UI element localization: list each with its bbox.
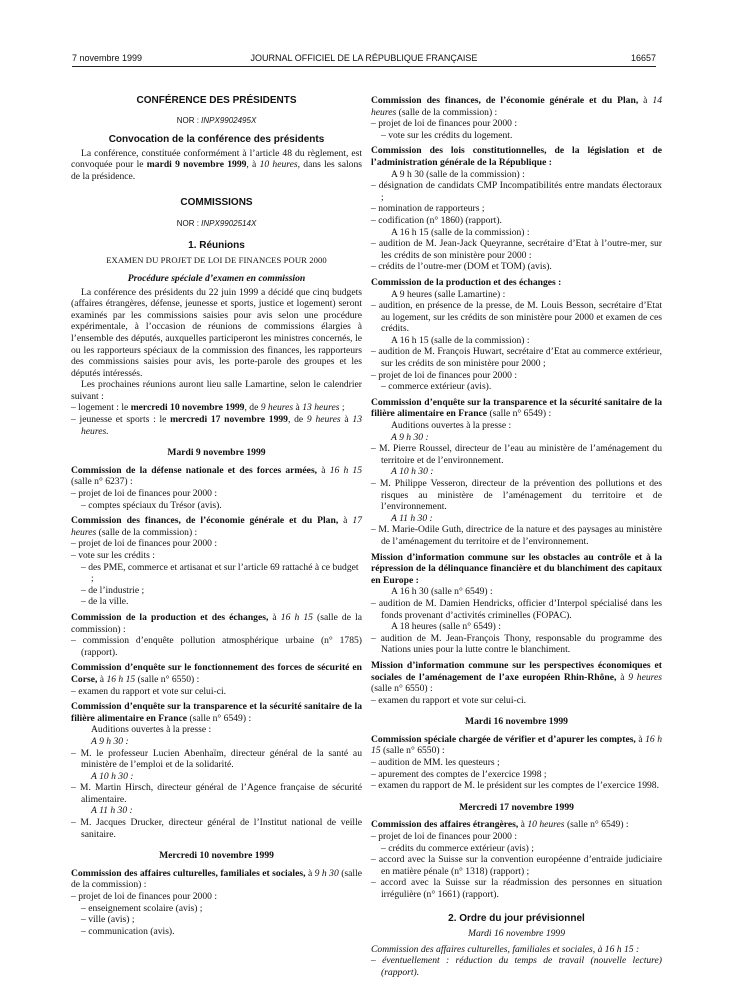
agenda-subitem: – de l’industrie ;	[81, 584, 145, 596]
agenda-item: – audition de M. Jean-Jack Queyranne, secrétaire d’Etat à l’outre-mer, sur les crédits de son ministère pour 2000 :	[371, 238, 662, 261]
agenda-item: – projet de loi de finances pour 2000 :	[71, 891, 218, 903]
commission-entry: Commission d’enquête sur la transparence et la sécurité sanitaire de la filière alimentaire en France (salle n° 6549) :	[371, 396, 662, 420]
agenda-subitem: – des PME, commerce et artisanat et sur l’article 69 rattaché à ce budget ;	[81, 561, 359, 585]
examen-heading: EXAMEN DU PROJET DE LOI DE FINANCES POUR 2000	[106, 255, 327, 266]
agenda-item: – projet de loi de finances pour 2000 :	[371, 831, 518, 843]
auditions-note: Auditions ouvertes à la presse :	[391, 420, 512, 432]
agenda-item: – audition de MM. les questeurs ;	[371, 757, 500, 769]
agenda-item: – audition de M. Jean-François Thony, responsable du programme des Nations unies pour la lutte contre le blanchiment.	[371, 632, 662, 656]
agenda-item: – examen du rapport et vote sur celui-ci.	[371, 694, 527, 706]
agenda-item: – désignation de candidats CMP Incompatibilités entre mandats électoraux ;	[371, 180, 662, 203]
section-title-commissions: COMMISSIONS	[180, 196, 253, 208]
page-header	[72, 52, 656, 67]
agenda-item: – nomination de rapporteurs ;	[371, 203, 485, 215]
commission-entry: Commission des affaires étrangères, à 10 heures (salle n° 6549) :	[371, 819, 629, 831]
day-heading: Mercredi 10 novembre 1999	[159, 850, 274, 862]
commission-entry: Commission des finances, de l’économie générale et du Plan, à 17 heures (salle de la commission) :	[71, 515, 362, 538]
ordre-commission: Commission des affaires culturelles, familiales et sociales, à 16 h 15 :	[371, 943, 640, 955]
time-slot: A 10 h 30 :	[91, 770, 134, 782]
time-slot: A 11 h 30 :	[91, 805, 133, 817]
ordre-date: Mardi 16 novembre 1999	[467, 928, 566, 940]
commission-entry: Commission des affaires culturelles, familiales et sociales, à 9 h 30 (salle de la commission) :	[71, 867, 362, 891]
agenda-item: – crédits de l’outre-mer (DOM et TOM) (avis).	[371, 261, 552, 273]
time-slot: A 16 h 15 (salle de la commission) :	[391, 226, 530, 238]
agenda-subitem: – comptes spéciaux du Trésor (avis).	[81, 499, 222, 511]
agenda-item: – projet de loi de finances pour 2000 :	[371, 369, 518, 381]
header-journal-title: JOURNAL OFFICIEL DE LA RÉPUBLIQUE FRANÇAISE	[250, 53, 478, 63]
convocation-text: La conférence, constituée conformément à l’article 48 du règlement, est convoquée pour le mardi 9 novembre 1999, à 10 heures, dans les salons de la présidence.	[71, 147, 362, 182]
time-slot: A 11 h 30 :	[391, 512, 433, 524]
agenda-subitem: – enseignement scolaire (avis) ;	[81, 902, 203, 914]
agenda-subitem: – ville (avis) ;	[81, 914, 135, 926]
agenda-subitem: – communication (avis).	[81, 925, 175, 937]
subsection-title-reunions: 1. Réunions	[188, 239, 245, 251]
time-slot: A 9 h 30 :	[91, 735, 129, 747]
mission-entry: Mission d’information commune sur les perspectives économiques et sociales de l’aménagement de l’axe européen Rhin-Rhône, à 9 heures (salle n° 6550) :	[371, 659, 662, 695]
agenda-subitem: – de la ville.	[81, 596, 129, 608]
agenda-item: – M. le professeur Lucien Abenhaïm, directeur général de la santé au ministère de l’emploi et de la solidarité.	[71, 747, 362, 771]
agenda-item: – M. Martin Hirsch, directeur général de l’Agence française de sécurité alimentaire.	[71, 782, 362, 805]
agenda-item: – apurement des comptes de l’exercice 1998 ;	[371, 768, 547, 780]
agenda-item: – M. Pierre Roussel, directeur de l’eau au ministère de l’aménagement du territoire et de l’environnement.	[371, 443, 662, 466]
header-page-number: 16657	[630, 53, 656, 63]
commission-entry: Commission d’enquête sur le fonctionnement des forces de sécurité en Corse, à 16 h 15 (salle n° 6550) :	[71, 662, 362, 685]
commission-entry: Commission de la défense nationale et des forces armées, à 16 h 15 (salle n° 6237) :	[71, 464, 363, 488]
time-slot: A 9 heures (salle Lamartine) :	[391, 288, 506, 300]
time-slot: A 9 h 30 :	[391, 431, 429, 443]
procedure-paragraph: La conférence des présidents du 22 juin 1999 a décidé que cinq budgets (affaires étrangères, défense, jeunesse et sports, justice et logement) seront examinés par les commissions saisies pour avis selon une procédure expérimentale, à l’occasion de réunions de commissions élargies à l’ensemble des députés, auxquelles participeront les ministres concernés, le ou les rapporteurs spéciaux de la commission des finances, les rapporteurs des commissions saisies pour avis, les porte-parole des groupes et les députés intéressés.	[71, 286, 362, 379]
subsection-title-ordre-du-jour: 2. Ordre du jour prévisionnel	[448, 912, 585, 924]
agenda-item: – M. Philippe Vesseron, directeur de la prévention des pollutions et des risques au ministère de l’aménagement du territoire et de l’environnement.	[371, 478, 662, 513]
agenda-item: – commission d’enquête pollution atmosphérique urbaine (n° 1785) (rapport).	[71, 635, 362, 658]
day-heading: Mardi 16 novembre 1999	[465, 716, 568, 728]
commission-entry: Commission de la production et des échanges :	[371, 276, 562, 288]
agenda-item: – projet de loi de finances pour 2000 :	[71, 488, 218, 500]
agenda-item: – éventuellement : réduction du temps de travail (nouvelle lecture) (rapport).	[371, 955, 662, 978]
agenda-item: – examen du rapport et vote sur celui-ci.	[71, 685, 227, 697]
agenda-item: – M. Jacques Drucker, directeur général de l’Institut national de veille sanitaire.	[71, 817, 362, 840]
header-date: 7 novembre 1999	[72, 53, 143, 63]
procedure-heading: Procédure spéciale d’examen en commission	[127, 272, 306, 284]
time-slot: A 9 h 30 (salle de la commission) :	[391, 168, 525, 180]
calendar-item: – logement : le mercredi 10 novembre 1999, de 9 heures à 13 heures ;	[71, 402, 345, 414]
agenda-item: – audition de M. Damien Hendricks, officier d’Interpol spécialisé dans les fonds provenant d’activités criminelles (FOPAC).	[371, 597, 662, 621]
agenda-item: – accord avec la Suisse sur la réadmission des personnes en situation irrégulière (n° 1661) (rapport).	[371, 877, 662, 900]
commission-entry: Commission spéciale chargée de vérifier et d’apurer les comptes, à 16 h 15 (salle n° 6550) :	[371, 733, 662, 757]
agenda-item: – projet de loi de finances pour 2000 :	[71, 538, 218, 550]
calendar-intro: Les prochaines réunions auront lieu salle Lamartine, selon le calendrier suivant :	[71, 379, 362, 402]
agenda-subitem: – crédits du commerce extérieur (avis) ;	[381, 842, 534, 854]
time-slot: A 16 h 15 (salle de la commission) :	[391, 334, 530, 346]
mission-entry: Mission d’information commune sur les obstacles au contrôle et à la répression de la délinquance financière et du blanchiment des capitaux en Europe :	[371, 551, 662, 586]
agenda-item: – M. Marie-Odile Guth, directrice de la nature et des paysages au ministère de l’aménagement du territoire et de l’environnement.	[371, 524, 662, 547]
time-slot: A 18 heures (salle n° 6549) :	[391, 621, 501, 633]
commission-entry: Commission d’enquête sur la transparence et la sécurité sanitaire de la filière alimentaire en France (salle n° 6549) :	[71, 701, 362, 724]
commission-entry: Commission des finances, de l’économie générale et du Plan, à 14 heures (salle de la commission) :	[371, 95, 662, 118]
agenda-item: – vote sur les crédits :	[71, 550, 155, 561]
agenda-item: – accord avec la Suisse sur la convention européenne d’entraide judiciaire en matière pénale (n° 1318) (rapport) ;	[371, 854, 662, 877]
commission-entry: Commission de la production et des échanges, à 16 h 15 (salle de la commission) :	[71, 611, 362, 635]
agenda-item: – examen du rapport de M. le président sur les comptes de l’exercice 1998.	[371, 780, 659, 792]
calendar-item: – jeunesse et sports : le mercredi 17 novembre 1999, de 9 heures à 13 heures.	[71, 414, 362, 437]
time-slot: A 10 h 30 :	[391, 466, 434, 478]
left-column	[71, 95, 362, 937]
day-heading: Mercredi 17 novembre 1999	[459, 801, 574, 813]
nor-reference: NOR : INPX9902495X	[176, 115, 257, 125]
time-slot: A 16 h 30 (salle n° 6549) :	[391, 586, 493, 598]
day-heading: Mardi 9 novembre 1999	[167, 447, 266, 459]
nor-reference: NOR : INPX9902514X	[176, 219, 257, 229]
agenda-item: – audition, en présence de la presse, de M. Louis Besson, secrétaire d’Etat au logement, sur les crédits de son ministère pour 2000 et examen de ces crédits.	[371, 300, 662, 335]
auditions-note: Auditions ouvertes à la presse :	[91, 724, 212, 736]
convocation-title: Convocation de la conférence des présidents	[108, 134, 325, 146]
agenda-subitem: – vote sur les crédits du logement.	[381, 129, 513, 141]
agenda-subitem: – commerce extérieur (avis).	[381, 381, 492, 393]
agenda-item: – audition de M. François Huwart, secrétaire d’Etat au commerce extérieur, sur les crédits de son ministère pour 2000 ;	[371, 346, 662, 370]
section-title-conference: CONFÉRENCE DES PRÉSIDENTS	[136, 95, 297, 106]
right-column	[371, 95, 662, 979]
agenda-item: – codification (n° 1860) (rapport).	[371, 214, 502, 226]
commission-entry: Commission des lois constitutionnelles, de la législation et de l’administration générale de la République :	[371, 145, 662, 168]
agenda-item: – projet de loi de finances pour 2000 :	[371, 118, 518, 130]
